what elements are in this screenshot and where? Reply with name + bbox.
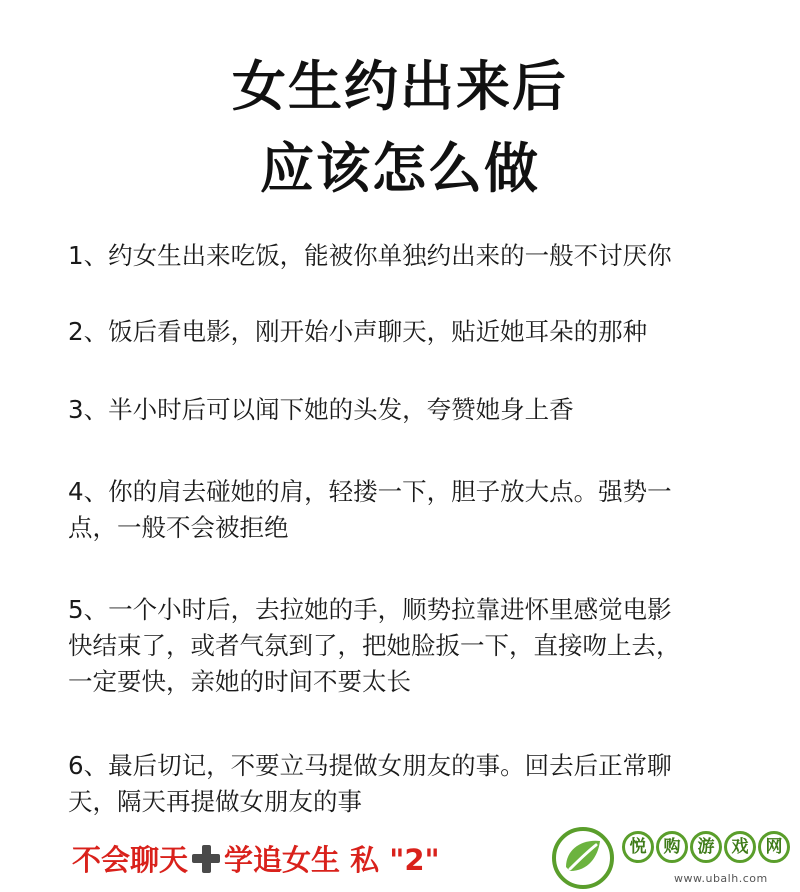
- list-item: [68, 592, 768, 700]
- list-item: [68, 314, 768, 350]
- watermark-name: [622, 831, 790, 863]
- list-item-line: 点，一般不会被拒绝: [68, 513, 289, 542]
- list-item-line: 快结束了，或者气氛到了，把她脸扳一下，直接吻上去，: [68, 631, 681, 660]
- watermark-char: 购: [656, 831, 688, 863]
- watermark-char: 戏: [724, 831, 756, 863]
- list-item: [68, 238, 768, 274]
- list-item-line: 一定要快，亲她的时间不要太长: [68, 667, 411, 696]
- list-item-line: 5、一个小时后，去拉她的手，顺势拉靠进怀里感觉电影: [68, 595, 672, 624]
- promo-banner: [72, 840, 440, 880]
- list-item-line: 天，隔天再提做女朋友的事: [68, 787, 362, 816]
- promo-text-2: 学追女生 私 "2": [224, 843, 440, 877]
- watermark-char: 悦: [622, 831, 654, 863]
- watermark-char: 游: [690, 831, 722, 863]
- page-title-line-1: 女生约出来后: [232, 55, 568, 118]
- promo-text-1: 不会聊天: [72, 843, 189, 877]
- list-item: [68, 474, 768, 546]
- list-item-line: 3、半小时后可以闻下她的头发，夸赞她身上香: [68, 395, 574, 424]
- list-item-line: 2、饭后看电影，刚开始小声聊天，贴近她耳朵的那种: [68, 317, 648, 346]
- watermark: [552, 827, 796, 889]
- list-item-line: 6、最后切记，不要立马提做女朋友的事。回去后正常聊: [68, 751, 672, 780]
- list-item-line: 4、你的肩去碰她的肩，轻搂一下，胆子放大点。强势一: [68, 477, 672, 506]
- watermark-url: www.ubalh.com: [674, 872, 768, 885]
- watermark-char: 网: [758, 831, 790, 863]
- list-item: [68, 748, 768, 820]
- list-item: [68, 392, 768, 428]
- list-item-line: 1、约女生出来吃饭，能被你单独约出来的一般不讨厌你: [68, 241, 672, 270]
- leaf-logo-icon: [552, 827, 614, 889]
- page-title-line-2: 应该怎么做: [260, 137, 540, 200]
- plus-icon: [191, 844, 221, 874]
